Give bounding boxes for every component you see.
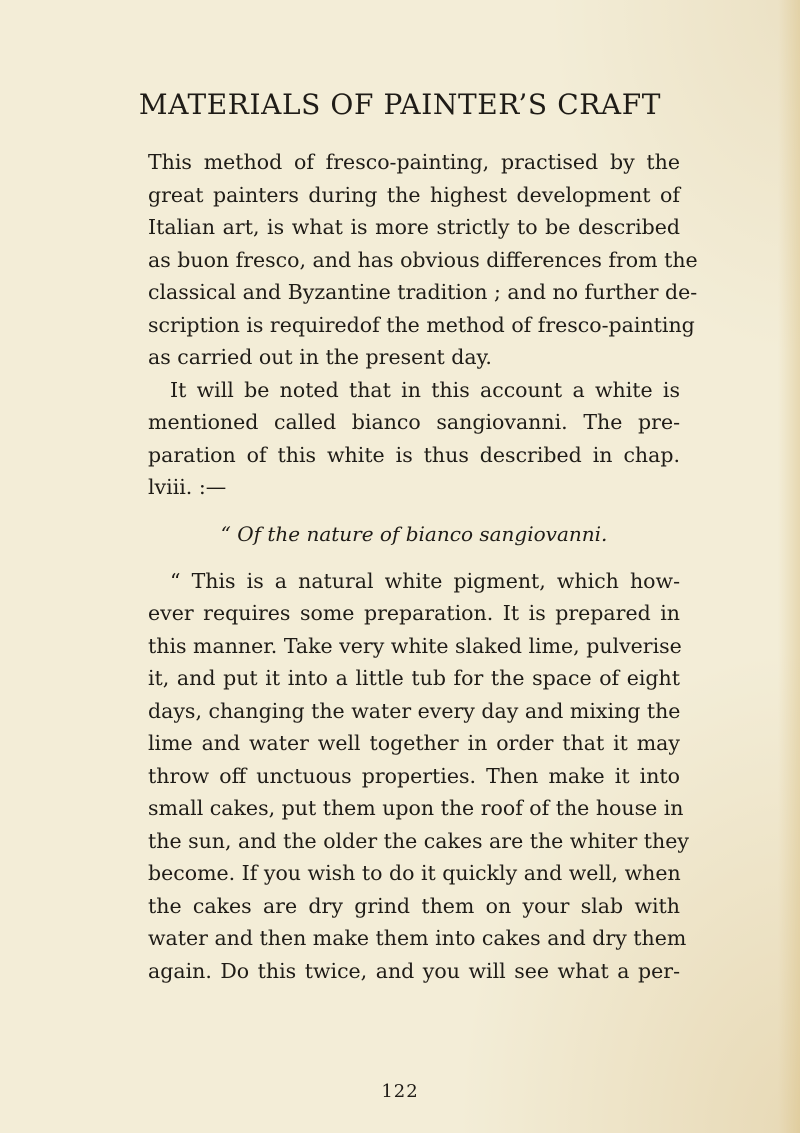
- text-line: lviii. :—: [148, 475, 227, 499]
- text-line: mentioned called bianco sangiovanni. The pre-: [148, 410, 680, 434]
- text-line: paration of this white is thus described in chap.: [148, 442, 680, 467]
- text-line: become. If you wish to do it quickly and well, when: [148, 861, 681, 885]
- text-line: this manner. Take very white slaked lime, pulverise: [148, 633, 682, 658]
- text-line: This method of fresco-painting, practised by the: [148, 150, 680, 174]
- text-line: again. Do this twice, and you will see what a per-: [148, 958, 680, 983]
- paragraph-2: [148, 374, 680, 504]
- text-line: as carried out in the present day.: [148, 345, 492, 369]
- text-line: days, changing the water every day and mixing the: [148, 698, 681, 723]
- text-line: ever requires some preparation. It is prepared in: [148, 601, 680, 625]
- text-line: great painters during the highest development of: [148, 182, 680, 207]
- page-number: 122: [381, 1081, 419, 1102]
- text-line: the cakes are dry grind them on your slab with: [148, 893, 680, 918]
- running-head: MATERIALS OF PAINTER’S CRAFT: [138, 88, 662, 121]
- text-line: scription is requiredof the method of fresco-painting: [148, 312, 695, 337]
- paragraph-3: [148, 565, 689, 988]
- page-edge-shading: [778, 0, 800, 1133]
- text-line: “ This is a natural white pigment, which how-: [170, 568, 680, 593]
- text-line: throw off unctuous properties. Then make it into: [148, 763, 680, 788]
- paragraph-1: [148, 146, 698, 374]
- text-line: lime and water well together in order that it may: [148, 731, 680, 755]
- text-line: the sun, and the older the cakes are the whiter they: [148, 828, 689, 853]
- text-line: Italian art, is what is more strictly to be described: [148, 215, 680, 239]
- text-line: It will be noted that in this account a white is: [170, 377, 680, 402]
- text-line: as buon fresco, and has obvious differences from the: [148, 247, 698, 272]
- text-line: it, and put it into a little tub for the space of eight: [148, 666, 680, 690]
- text-line: small cakes, put them upon the roof of the house in: [148, 796, 684, 820]
- section-heading: “ Of the nature of bianco sangiovanni.: [220, 521, 608, 546]
- text-line: classical and Byzantine tradition ; and no further de-: [148, 280, 698, 304]
- text-line: water and then make them into cakes and dry them: [148, 926, 687, 950]
- body-text: [148, 146, 698, 987]
